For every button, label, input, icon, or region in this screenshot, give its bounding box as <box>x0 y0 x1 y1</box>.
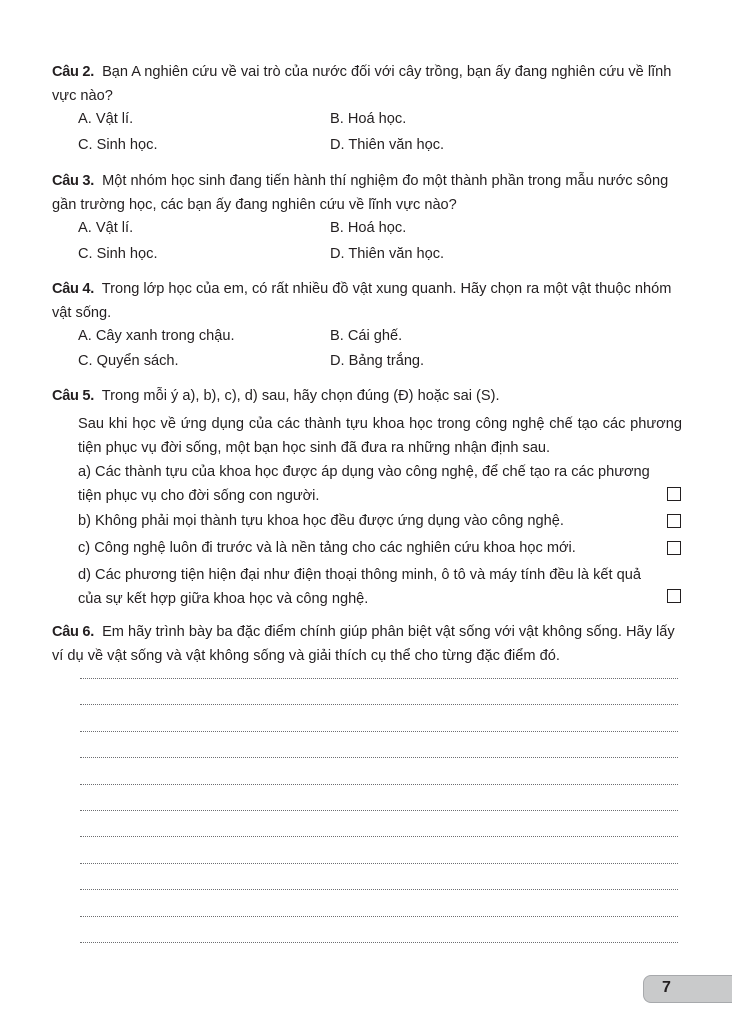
answer-line[interactable] <box>80 731 678 732</box>
question-3 <box>52 169 688 217</box>
answer-line[interactable] <box>80 678 678 679</box>
question-text: Trong lớp học của em, có rất nhiều đồ vật xung quanh. Hãy chọn ra một vật thuộc nhóm vật sống. <box>52 281 672 321</box>
statement-c: c) Công nghệ luôn đi trước và là nền tảng cho các nghiên cứu khoa học mới. <box>78 540 576 556</box>
question-label: Câu 5. <box>52 388 94 404</box>
question-intro: Sau khi học về ứng dụng của các thành tựu khoa học trong công nghệ chế tạo các phương tiện phục vụ đời sống, một bạn học sinh đã đưa ra những nhận định sau. <box>78 416 682 456</box>
answer-line[interactable] <box>80 863 678 864</box>
statement-b: b) Không phải mọi thành tựu khoa học đều được ứng dụng vào công nghệ. <box>78 513 564 529</box>
question-2 <box>52 60 688 108</box>
answer-line[interactable] <box>80 704 678 705</box>
question-label: Câu 2. <box>52 64 94 80</box>
option-a: A. Cây xanh trong chậu. <box>78 328 235 344</box>
page-number-tab <box>643 975 732 1003</box>
answer-line[interactable] <box>80 916 678 917</box>
option-b: B. Hoá học. <box>330 220 407 236</box>
question-4 <box>52 277 688 325</box>
option-d: D. Bảng trắng. <box>330 353 425 369</box>
options-row <box>78 220 678 244</box>
answer-checkbox-c[interactable] <box>667 541 681 555</box>
question-text: Bạn A nghiên cứu về vai trò của nước đối với cây trồng, bạn ấy đang nghiên cứu về lĩnh vực nào? <box>52 64 672 104</box>
question-text: Một nhóm học sinh đang tiến hành thí nghiệm đo một thành phần trong mẫu nước sông gần trường học, các bạn ấy đang nghiên cứu về lĩnh vực nào? <box>52 173 669 213</box>
answer-checkbox-d[interactable] <box>667 589 681 603</box>
answer-line[interactable] <box>80 784 678 785</box>
question-label: Câu 4. <box>52 281 94 297</box>
question-6 <box>52 620 688 668</box>
option-d: D. Thiên văn học. <box>330 137 445 153</box>
question-text: Trong mỗi ý a), b), c), d) sau, hãy chọn đúng (Đ) hoặc sai (S). <box>101 388 500 404</box>
question-label: Câu 6. <box>52 624 94 640</box>
options-row <box>78 111 678 135</box>
options-row <box>78 353 678 377</box>
answer-line[interactable] <box>80 757 678 758</box>
answer-line[interactable] <box>80 810 678 811</box>
option-c: C. Quyển sách. <box>78 353 179 369</box>
option-c: C. Sinh học. <box>78 137 158 153</box>
statement-d: d) Các phương tiện hiện đại như điện thoại thông minh, ô tô và máy tính đều là kết quả của sự kết hợp giữa khoa học và công nghệ. <box>78 567 641 607</box>
question-5 <box>52 384 688 408</box>
question-text: Em hãy trình bày ba đặc điểm chính giúp phân biệt vật sống với vật không sống. Hãy lấy ví dụ về vật sống và vật không sống và giải thích cụ thể cho từng đặc điểm đó. <box>52 624 675 664</box>
option-d: D. Thiên văn học. <box>330 246 445 262</box>
option-c: C. Sinh học. <box>78 246 158 262</box>
option-b: B. Hoá học. <box>330 111 407 127</box>
statement-a: a) Các thành tựu của khoa học được áp dụng vào công nghệ, để chế tạo ra các phương tiện phục vụ cho đời sống con người. <box>78 464 650 504</box>
option-a: A. Vật lí. <box>78 220 134 236</box>
answer-checkbox-b[interactable] <box>667 514 681 528</box>
answer-line[interactable] <box>80 942 678 943</box>
options-row <box>78 246 678 270</box>
page-number: 7 <box>662 979 671 996</box>
option-a: A. Vật lí. <box>78 111 134 127</box>
answer-line[interactable] <box>80 889 678 890</box>
answer-checkbox-a[interactable] <box>667 487 681 501</box>
options-row <box>78 328 678 352</box>
option-b: B. Cái ghế. <box>330 328 403 344</box>
answer-line[interactable] <box>80 836 678 837</box>
question-label: Câu 3. <box>52 173 94 189</box>
options-row <box>78 137 678 161</box>
